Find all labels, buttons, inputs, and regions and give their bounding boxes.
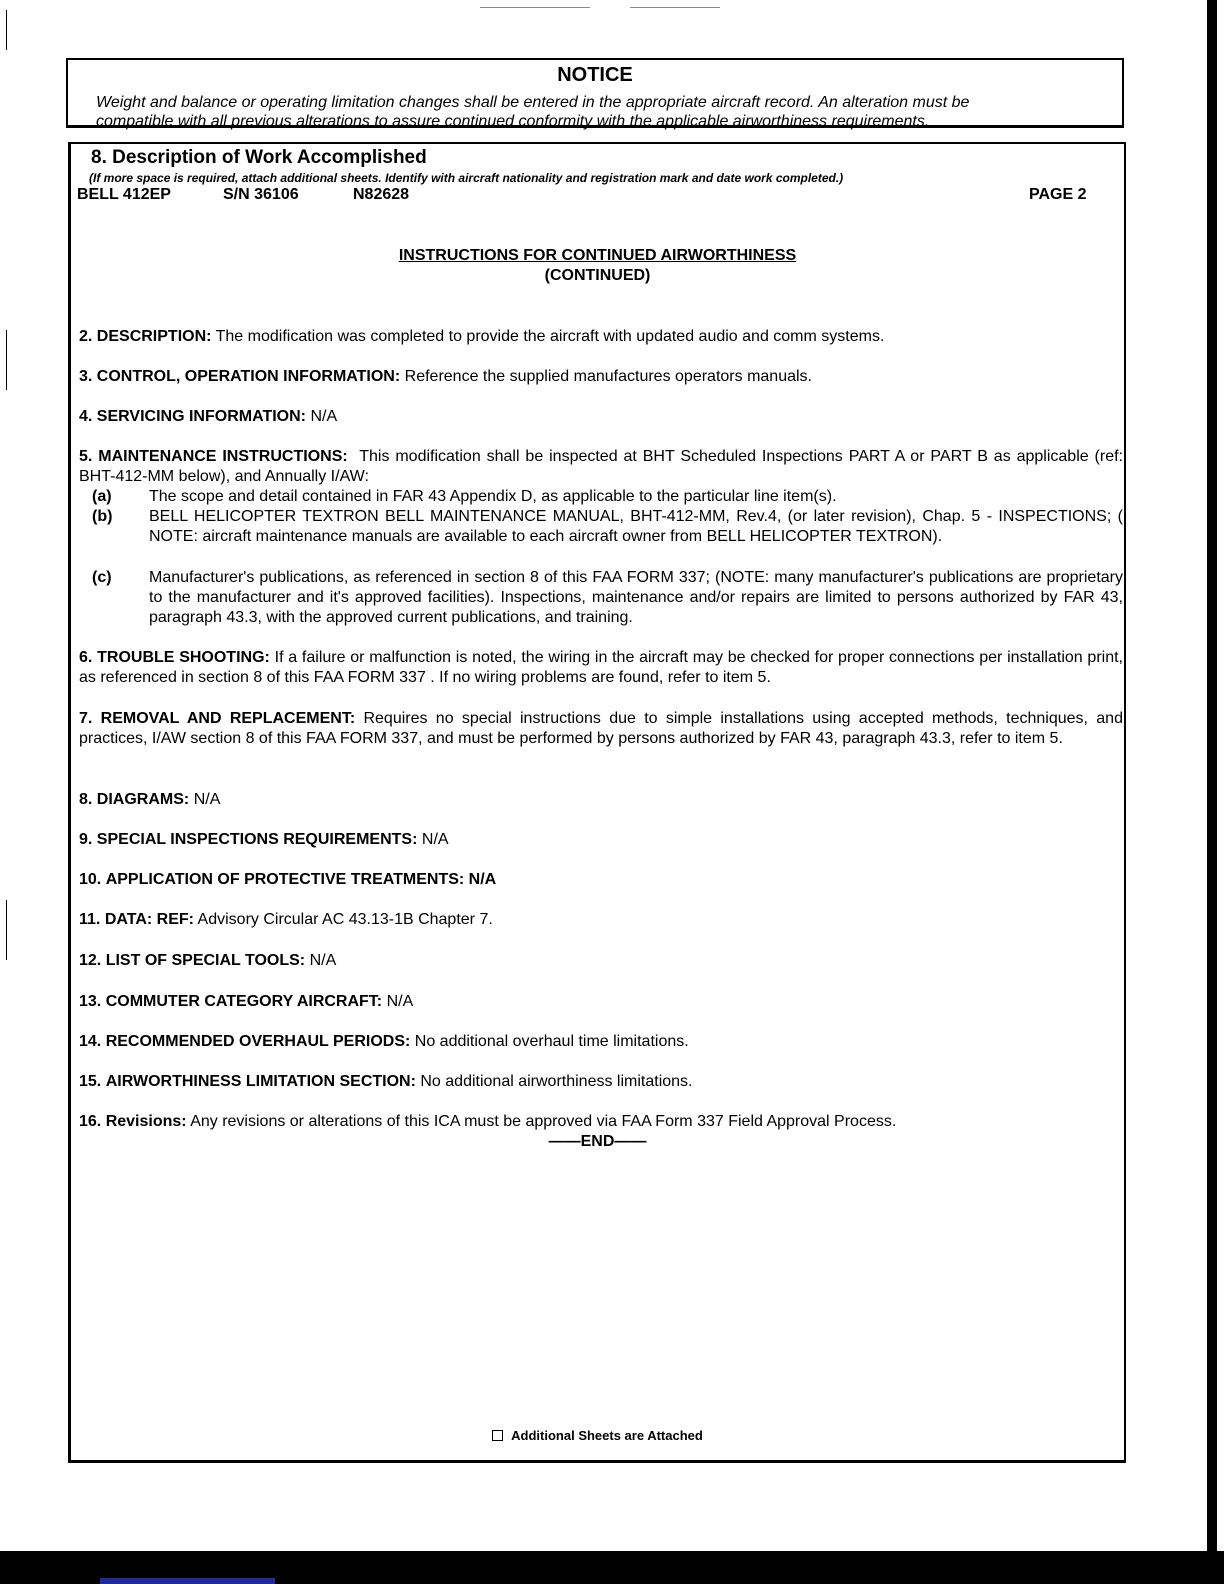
section-subtitle: (If more space is required, attach additional sheets. Identify with aircraft nationality and registration mark and date work completed.) — [89, 171, 844, 185]
ica-heading: INSTRUCTIONS FOR CONTINUED AIRWORTHINESS — [398, 247, 797, 264]
item-4: 4. SERVICING INFORMATION: N/A — [79, 408, 338, 425]
notice-box — [66, 58, 1124, 128]
aircraft-model: BELL 412EP — [77, 186, 171, 203]
item-16: 16. Revisions: Any revisions or alterations of this ICA must be approved via FAA Form 337 Field Approval Process. — [79, 1113, 897, 1130]
scan-edge-right — [1207, 0, 1217, 1584]
scan-left-tick — [6, 330, 7, 390]
item-3: 3. CONTROL, OPERATION INFORMATION: Reference the supplied manufactures operators manuals. — [79, 368, 812, 385]
scan-left-tick — [6, 900, 7, 960]
item-15: 15. AIRWORTHINESS LIMITATION SECTION: No additional airworthiness limitations. — [79, 1073, 693, 1090]
item-5: 5. MAINTENANCE INSTRUCTIONS: This modification shall be inspected at BHT Scheduled Inspections PART A or PART B as applicable (ref: BHT-412-MM below), and Annually I/AW: — [79, 448, 1124, 485]
notice-text — [96, 93, 1102, 131]
subitem-a: (a) The scope and detail contained in FAR 43 Appendix D, as applicable to the particular line item(s). — [92, 488, 837, 505]
notice-title: NOTICE — [557, 64, 633, 86]
item-9: 9. SPECIAL INSPECTIONS REQUIREMENTS: N/A — [79, 831, 449, 848]
item-12: 12. LIST OF SPECIAL TOOLS: N/A — [79, 952, 337, 969]
ica-heading-continued: (CONTINUED) — [544, 267, 651, 284]
description-of-work-box — [68, 142, 1126, 1463]
subitem-c: (c) Manufacturer's publications, as referenced in section 8 of this FAA FORM 337; (NOTE: many manufacturer's publications are proprietary to the manufacturer and it's approved facilities). Inspections, maintenance and/or repairs are limited to persons authorized by FAR 43, paragraph 43.3, with the approved current publications, and training. — [92, 569, 1123, 626]
additional-sheets-label: Additional Sheets are Attached — [511, 1428, 703, 1443]
end-marker: ——END—— — [548, 1133, 647, 1150]
item-8: 8. DIAGRAMS: N/A — [79, 791, 221, 808]
scan-top-line — [480, 7, 590, 8]
notice-line-2: compatible with all previous alterations to assure continued conformity with the applicable airworthiness requirements. — [96, 113, 930, 130]
item-7: 7. REMOVAL AND REPLACEMENT: Requires no special instructions due to simple installations using accepted methods, techniques, and practices, I/AW section 8 of this FAA FORM 337, and must be performed by persons authorized by FAR 43, paragraph 43.3, refer to item 5. — [79, 710, 1123, 747]
item-13: 13. COMMUTER CATEGORY AIRCRAFT: N/A — [79, 993, 414, 1010]
item-2: 2. DESCRIPTION: The modification was completed to provide the aircraft with updated audio and comm systems. — [79, 328, 885, 345]
section-title: 8. Description of Work Accomplished — [91, 147, 427, 168]
scan-left-tick — [6, 10, 7, 50]
item-6: 6. TROUBLE SHOOTING: If a failure or malfunction is noted, the wiring in the aircraft may be checked for proper connections per installation print, as referenced in section 8 of this FAA FORM 337 . If no wiring problems are found, refer to item 5. — [79, 649, 1124, 686]
additional-sheets — [71, 1428, 1124, 1443]
item-14: 14. RECOMMENDED OVERHAUL PERIODS: No additional overhaul time limitations. — [79, 1033, 689, 1050]
scan-top-line — [630, 7, 720, 8]
subitem-b: (b) BELL HELICOPTER TEXTRON BELL MAINTENANCE MANUAL, BHT-412-MM, Rev.4, (or later revision), Chap. 5 - INSPECTIONS; ( NOTE: aircraft maintenance manuals are available to each aircraft owner from BELL HELICOPTER TEXTRON). — [92, 508, 1123, 545]
page-number: PAGE 2 — [1029, 186, 1087, 203]
notice-line-1: Weight and balance or operating limitation changes shall be entered in the appropriate aircraft record. An alteration must be — [96, 94, 970, 111]
additional-sheets-checkbox[interactable] — [492, 1430, 503, 1441]
scan-blue-mark — [100, 1578, 275, 1584]
aircraft-serial: S/N 36106 — [223, 186, 299, 203]
item-10: 10. APPLICATION OF PROTECTIVE TREATMENTS: N/A — [79, 871, 497, 888]
aircraft-registration: N82628 — [353, 186, 410, 203]
item-11: 11. DATA: REF: Advisory Circular AC 43.13-1B Chapter 7. — [79, 911, 493, 928]
